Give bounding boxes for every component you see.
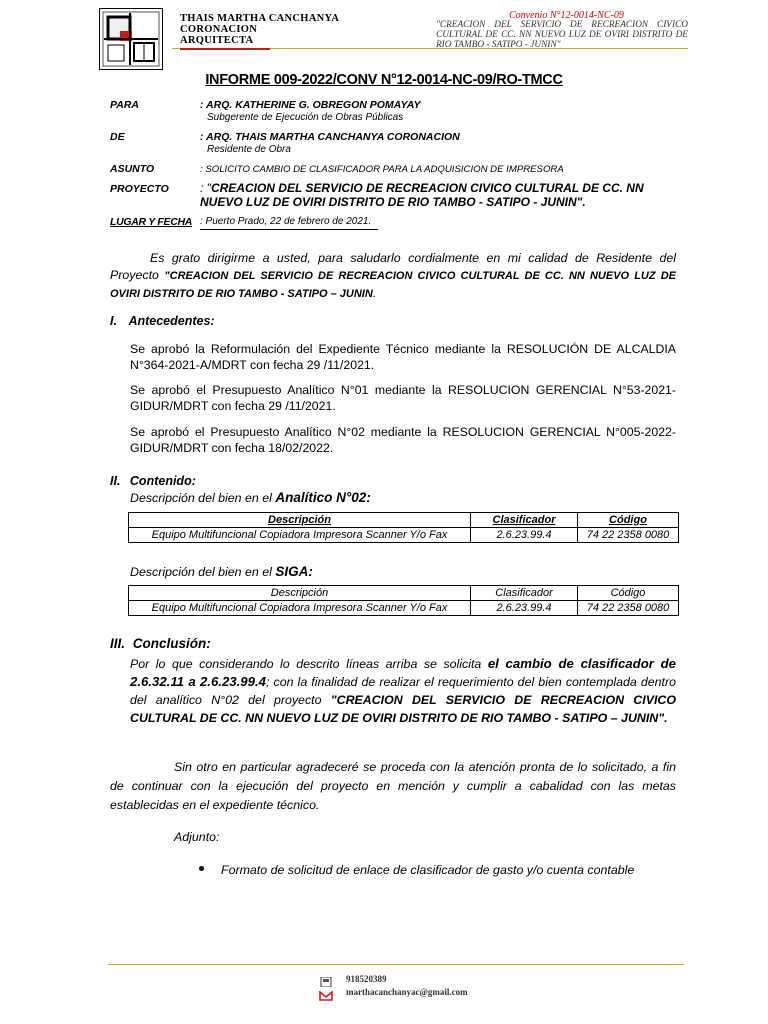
antecedente-2: Se aprobó el Presupuesto Analítico N°01 mediante la RESOLUCION GERENCIAL N°53-2021-GIDUR/MDRT con fecha 29 /11/2021. xyxy=(130,383,676,413)
analitico-table xyxy=(128,512,679,543)
firm-line-2: CORONACION xyxy=(180,24,258,35)
siga-label: SIGA: xyxy=(275,564,313,579)
convenio-number: Convenio N°12-0014-NC-09 xyxy=(509,10,624,21)
conclusion-title: Conclusión: xyxy=(132,636,211,651)
footer-phone: 918520389 xyxy=(346,974,387,984)
firm-line-1: THAIS MARTHA CANCHANYA xyxy=(180,13,340,24)
table-row xyxy=(129,601,679,616)
header-descripcion: Descripción xyxy=(129,586,471,601)
footer-email[interactable]: marthacanchanyac@gmail.com xyxy=(346,987,468,997)
lugar-text: : Puerto Prado, 22 de febrero de 2021. xyxy=(200,216,372,227)
table-header-row xyxy=(129,513,679,528)
cell-clasificador: 2.6.23.99.4 xyxy=(471,528,578,543)
cell-descripcion: Equipo Multifuncional Copiadora Impresora Scanner Y/o Fax xyxy=(129,601,471,616)
antecedentes-num: I. xyxy=(110,314,117,328)
header-codigo: Código xyxy=(578,586,679,601)
siga-table xyxy=(128,585,679,616)
siga-caption xyxy=(130,563,313,581)
cell-codigo: 74 22 2358 0080 xyxy=(578,601,679,616)
email-icon xyxy=(319,988,333,998)
siga-prefix: Descripción del bien en el xyxy=(130,565,276,579)
bullet-dot xyxy=(199,866,204,871)
intro-project: "CREACION DEL SERVICIO DE RECREACION CIVICO CULTURAL DE CC. NN NUEVO LUZ DE OVIRI DISTRITO DE RIO TAMBO - SATIPO – JUNIN xyxy=(110,270,676,300)
footer-rule xyxy=(108,964,684,965)
conclusion-paragraph-2: Sin otro en particular agradeceré se proceda con la atención pronta de lo solicitado, a fin de continuar con la ejecución del proyecto en mención y cumplir a cabalidad con las metas establecidas en el expediente técnico. xyxy=(110,760,676,812)
firm-name xyxy=(180,13,339,46)
proyecto-text xyxy=(200,181,680,209)
antecedentes-heading xyxy=(110,314,215,328)
intro-paragraph xyxy=(110,250,676,303)
header-descripcion: Descripción xyxy=(129,513,471,528)
header-codigo: Código xyxy=(578,513,679,528)
table-row xyxy=(129,528,679,543)
adjunto-item: Formato de solicitud de enlace de clasificador de gasto y/o cuenta contable xyxy=(221,863,635,877)
asunto-label: ASUNTO xyxy=(110,163,155,175)
contenido-title: Contenido: xyxy=(129,474,196,488)
table-header-row xyxy=(129,586,679,601)
analitico-label: Analítico N°02: xyxy=(275,490,371,505)
analitico-prefix: Descripción del bien en el xyxy=(130,491,276,505)
header-red-mark xyxy=(180,48,270,50)
para-role: Subgerente de Ejecución de Obras Públicas xyxy=(207,112,404,123)
header-clasificador: Clasificador xyxy=(471,513,578,528)
cell-descripcion: Equipo Multifuncional Copiadora Impresora Scanner Y/o Fax xyxy=(129,528,471,543)
conclusion-p1-project: "CREACION DEL SERVICIO DE RECREACION CIVICO CULTURAL DE CC. NN NUEVO LUZ DE OVIRI DISTRITO DE RIO TAMBO - SATIPO – JUNIN". xyxy=(130,693,676,725)
lugar-label: LUGAR Y FECHA xyxy=(110,216,193,228)
antecedentes-title: Antecedentes: xyxy=(128,314,215,328)
conclusion-paragraph-1 xyxy=(130,655,676,727)
conclusion-p1-b: ; con la finalidad de realizar el requerimiento del bien contemplada dentro del analítico N°02 del proyecto xyxy=(130,675,676,707)
contenido-heading xyxy=(110,474,196,488)
convenio-description: "CREACION DEL SERVICIO DE RECREACION CIVICO CULTURAL DE CC. NN NUEVO LUZ DE OVIRI DISTRITO DE RIO TAMBO - SATIPO - JUNIN" xyxy=(436,20,688,50)
de-label: DE xyxy=(110,131,125,143)
conclusion-num: III. xyxy=(110,636,126,651)
de-role: Residente de Obra xyxy=(207,144,291,155)
contenido-num: II. xyxy=(110,474,121,488)
cell-clasificador: 2.6.23.99.4 xyxy=(471,601,578,616)
phone-icon xyxy=(319,974,333,984)
conclusion-heading xyxy=(110,636,211,651)
conclusion-p1-a: Por lo que considerando lo descrito líneas arriba se solicita xyxy=(130,657,488,671)
antecedente-3: Se aprobó el Presupuesto Analítico N°02 mediante la RESOLUCION GERENCIAL N°005-2022-GIDUR/MDRT con fecha 18/02/2022. xyxy=(130,425,676,455)
intro-end: . xyxy=(372,286,377,300)
firm-line-3: ARQUITECTA xyxy=(180,35,254,46)
logo-graphic xyxy=(100,9,162,69)
proyecto-prefix: : " xyxy=(200,181,211,195)
para-name: : ARQ. KATHERINE G. OBREGON POMAYAY xyxy=(200,99,421,111)
conclusion-p1-bold: el cambio de clasificador de 2.6.32.11 a 2.6.23.99.4 xyxy=(130,656,676,689)
para-label: PARA xyxy=(110,99,139,111)
intro-text: Es grato dirigirme a usted, para saludarlo cordialmente en mi calidad de Residente del Proyecto xyxy=(110,251,676,282)
analitico-caption xyxy=(130,489,371,507)
adjunto-label: Adjunto: xyxy=(174,830,220,844)
lugar-underline xyxy=(200,229,378,230)
header-clasificador: Clasificador xyxy=(471,586,578,601)
firm-logo xyxy=(99,8,163,70)
proyecto-label: PROYECTO xyxy=(110,183,169,195)
report-title: INFORME 009-2022/CONV N°12-0014-NC-09/RO-TMCC xyxy=(205,72,563,88)
asunto-text: : SOLICITO CAMBIO DE CLASIFICADOR PARA LA ADQUISICION DE IMPRESORA xyxy=(200,164,564,175)
de-name: : ARQ. THAIS MARTHA CANCHANYA CORONACION xyxy=(200,131,460,143)
antecedente-1: Se aprobó la Reformulación del Expediente Técnico mediante la RESOLUCIÓN DE ALCALDIA N°364-2021-A/MDRT con fecha 29 /11/2021. xyxy=(130,342,676,372)
proyecto-name: CREACION DEL SERVICIO DE RECREACION CIVICO CULTURAL DE CC. NN NUEVO LUZ DE OVIRI DISTRITO DE RIO TAMBO - SATIPO - JUNIN". xyxy=(200,181,644,209)
cell-codigo: 74 22 2358 0080 xyxy=(578,528,679,543)
